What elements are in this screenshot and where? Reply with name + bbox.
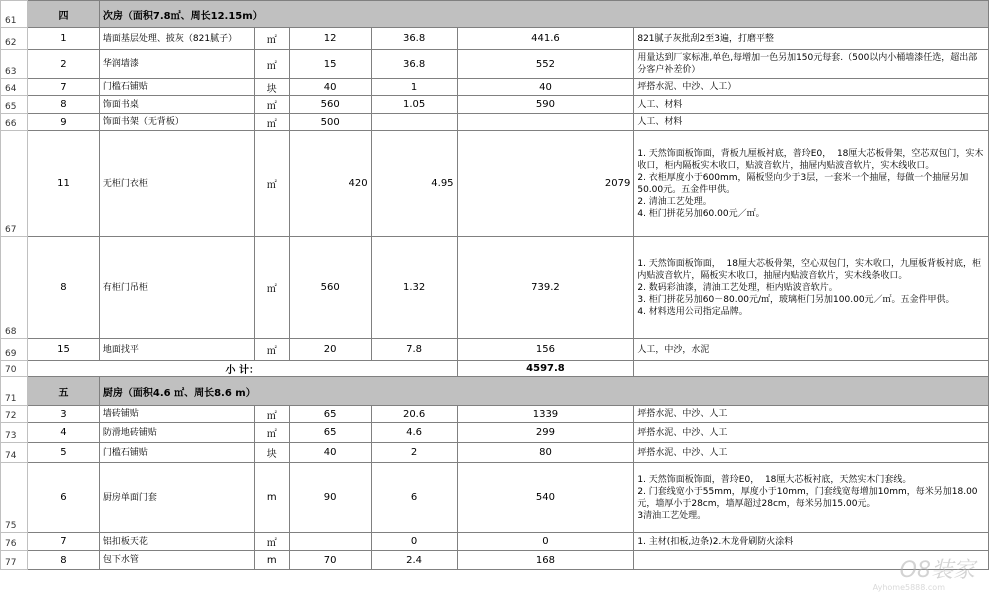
item-number[interactable]: 5 [27,443,99,463]
price-cell[interactable]: 7.8 [371,339,457,361]
item-number[interactable]: 9 [27,114,99,131]
unit-cell[interactable]: ㎡ [254,96,289,114]
item-name[interactable]: 铝扣板天花 [99,533,254,551]
unit-cell[interactable]: m [254,551,289,570]
note-cell[interactable]: 1. 天然饰面板饰面，普玲E0， 18厘大芯板衬底，天然实木门套线。 2. 门套线宽小于55mm，厚度小于10mm，门套线宽每增加10mm，每米另加18.00元，墙厚小于28cm，墙厚超过28cm，每米另加15.00元。 3清油工艺处理。 [634,463,989,533]
section-code[interactable]: 五 [27,377,99,406]
price-cell[interactable]: 1.32 [371,237,457,339]
price-cell[interactable] [371,114,457,131]
quantity-cell[interactable]: 70 [289,551,371,570]
total-cell[interactable]: 2079 [457,131,634,237]
table-row [1,50,989,79]
table-row [1,28,989,50]
quantity-cell[interactable] [289,533,371,551]
total-cell[interactable]: 156 [457,339,634,361]
unit-cell[interactable]: 块 [254,443,289,463]
quantity-cell[interactable]: 560 [289,237,371,339]
total-cell[interactable]: 552 [457,50,634,79]
note-cell[interactable]: 821腻子灰批刮2至3遍，打磨平整 [634,28,989,50]
subtotal-value[interactable]: 4597.8 [457,361,634,377]
unit-cell[interactable]: ㎡ [254,533,289,551]
item-number[interactable]: 8 [27,237,99,339]
item-name[interactable]: 无柜门衣柜 [99,131,254,237]
item-name[interactable]: 防滑地砖铺贴 [99,423,254,443]
table-row [1,406,989,423]
row-header[interactable]: 76 [1,533,28,551]
total-cell[interactable]: 739.2 [457,237,634,339]
section-row [1,377,989,406]
note-cell[interactable]: 人工、材料 [634,114,989,131]
total-cell[interactable]: 441.6 [457,28,634,50]
note-cell[interactable] [634,551,989,570]
table-row [1,339,989,361]
unit-cell[interactable]: ㎡ [254,50,289,79]
unit-cell[interactable]: ㎡ [254,114,289,131]
item-name[interactable]: 华润墙漆 [99,50,254,79]
quantity-cell[interactable]: 20 [289,339,371,361]
quantity-cell[interactable]: 90 [289,463,371,533]
item-number[interactable]: 2 [27,50,99,79]
price-cell[interactable]: 0 [371,533,457,551]
row-header[interactable]: 68 [1,237,28,339]
item-number[interactable]: 6 [27,463,99,533]
note-cell[interactable]: 坪搭水泥、中沙、人工 [634,443,989,463]
section-code[interactable]: 四 [27,1,99,28]
subtotal-label[interactable]: 小 计： [27,361,457,377]
note-cell[interactable]: 坪搭水泥、中沙、人工 [634,423,989,443]
table-row [1,551,989,570]
row-header[interactable]: 62 [1,28,28,50]
table-row [1,533,989,551]
total-cell[interactable]: 0 [457,533,634,551]
note-cell[interactable]: 用量达到厂家标准,单色,每增加一色另加150元每套.（500以内小桶墙漆任选，超出部分客户补差价） [634,50,989,79]
row-header[interactable]: 63 [1,50,28,79]
table-row [1,131,989,237]
price-cell[interactable]: 36.8 [371,28,457,50]
row-header[interactable]: 64 [1,79,28,96]
unit-cell[interactable]: ㎡ [254,237,289,339]
row-header[interactable]: 65 [1,96,28,114]
row-header[interactable]: 73 [1,423,28,443]
unit-cell[interactable]: ㎡ [254,131,289,237]
row-header[interactable]: 67 [1,131,28,237]
total-cell[interactable] [457,114,634,131]
note-cell[interactable]: 1. 天然饰面板饰面，背板九厘板衬底，普玲E0， 18厘大芯板骨架，空芯双包门，实木收口，柜内隔板实木收口，贴波音软片，抽屉内贴波音软片，实木线收口。 2. 衣柜厚度小于600mm，隔板竖向少于3层，一套米一个抽屉，每做一个抽屉另加50.00元。五金件甲供。 2. 清油工艺处理。 4. 柜门拼花另加60.00元／㎡。 [634,131,989,237]
item-number[interactable]: 7 [27,533,99,551]
unit-cell[interactable]: ㎡ [254,339,289,361]
total-cell[interactable]: 590 [457,96,634,114]
note-cell[interactable]: 坪搭水泥、中沙、人工 [634,406,989,423]
price-cell[interactable]: 4.6 [371,423,457,443]
table-row [1,443,989,463]
row-header[interactable]: 70 [1,361,28,377]
quantity-cell[interactable]: 65 [289,423,371,443]
total-cell[interactable]: 540 [457,463,634,533]
total-cell[interactable]: 40 [457,79,634,96]
item-number[interactable]: 4 [27,423,99,443]
watermark-site: Ayhome5888.com [872,583,945,592]
row-header[interactable]: 72 [1,406,28,423]
total-cell[interactable]: 80 [457,443,634,463]
table-row [1,79,989,96]
item-name[interactable]: 包下水管 [99,551,254,570]
unit-cell[interactable]: ㎡ [254,406,289,423]
item-number[interactable]: 11 [27,131,99,237]
item-number[interactable]: 8 [27,551,99,570]
price-cell[interactable]: 1.05 [371,96,457,114]
note-cell[interactable]: 人工、材料 [634,96,989,114]
section-row [1,1,989,28]
row-header[interactable]: 61 [1,1,28,28]
item-name[interactable]: 墙砖铺贴 [99,406,254,423]
note-cell[interactable]: 坪搭水泥、中沙、人工） [634,79,989,96]
price-cell[interactable]: 20.6 [371,406,457,423]
watermark-logo: O8装家 [899,558,975,583]
price-cell[interactable]: 2 [371,443,457,463]
quantity-cell[interactable]: 40 [289,79,371,96]
table-row [1,237,989,339]
item-name[interactable]: 墙面基层处理、披灰（821腻子） [99,28,254,50]
section-title[interactable]: 厨房（面积4.6 ㎡、周长8.6 m） [99,377,988,406]
item-name[interactable]: 饰面书架（无背板） [99,114,254,131]
price-cell[interactable]: 4.95 [371,131,457,237]
unit-cell[interactable]: m [254,463,289,533]
quantity-cell[interactable]: 40 [289,443,371,463]
note-cell[interactable]: 1. 主材(扣板,边条)2.木龙骨刷防火涂料 [634,533,989,551]
unit-cell[interactable]: 块 [254,79,289,96]
note-cell[interactable] [634,361,989,377]
item-number[interactable]: 15 [27,339,99,361]
note-cell[interactable]: 1. 天然饰面板饰面， 18厘大芯板骨架，空心双包门，实木收口，九厘板背板衬底，柜内贴波音软片，隔板实木收口，抽屉内贴波音软片，实木线条收口。 2. 数码彩油漆，清油工艺处理，柜内贴波音软片。 3. 柜门拼花另加60－80.00元/㎡，玻璃柜门另加100.00元／㎡。五金件甲供。 4. 材料选用公司指定品牌。 [634,237,989,339]
item-name[interactable]: 门槛石铺贴 [99,79,254,96]
quantity-cell[interactable]: 560 [289,96,371,114]
quantity-cell[interactable]: 65 [289,406,371,423]
item-name[interactable]: 饰面书桌 [99,96,254,114]
item-name[interactable]: 门槛石铺贴 [99,443,254,463]
item-number[interactable]: 8 [27,96,99,114]
table-row [1,96,989,114]
total-cell[interactable]: 1339 [457,406,634,423]
total-cell[interactable]: 299 [457,423,634,443]
quantity-cell[interactable]: 12 [289,28,371,50]
item-number[interactable]: 7 [27,79,99,96]
section-title[interactable]: 次房（面积7.8㎡、周长12.15m） [99,1,988,28]
table-row [1,114,989,131]
row-header[interactable]: 69 [1,339,28,361]
price-cell[interactable]: 6 [371,463,457,533]
row-header[interactable]: 66 [1,114,28,131]
table-row [1,423,989,443]
subtotal-row [1,361,989,377]
unit-cell[interactable]: ㎡ [254,28,289,50]
item-number[interactable]: 1 [27,28,99,50]
note-cell[interactable]: 人工，中沙，水泥 [634,339,989,361]
quantity-cell[interactable]: 420 [289,131,371,237]
unit-cell[interactable]: ㎡ [254,423,289,443]
item-name[interactable]: 有柜门吊柜 [99,237,254,339]
item-name[interactable]: 地面找平 [99,339,254,361]
price-cell[interactable]: 1 [371,79,457,96]
row-header[interactable]: 71 [1,377,28,406]
row-header[interactable]: 75 [1,463,28,533]
total-cell[interactable]: 168 [457,551,634,570]
quantity-cell[interactable]: 500 [289,114,371,131]
quantity-cell[interactable]: 15 [289,50,371,79]
row-header[interactable]: 77 [1,551,28,570]
row-header[interactable]: 74 [1,443,28,463]
item-name[interactable]: 厨房单面门套 [99,463,254,533]
price-cell[interactable]: 36.8 [371,50,457,79]
item-number[interactable]: 3 [27,406,99,423]
price-cell[interactable]: 2.4 [371,551,457,570]
table-row [1,463,989,533]
